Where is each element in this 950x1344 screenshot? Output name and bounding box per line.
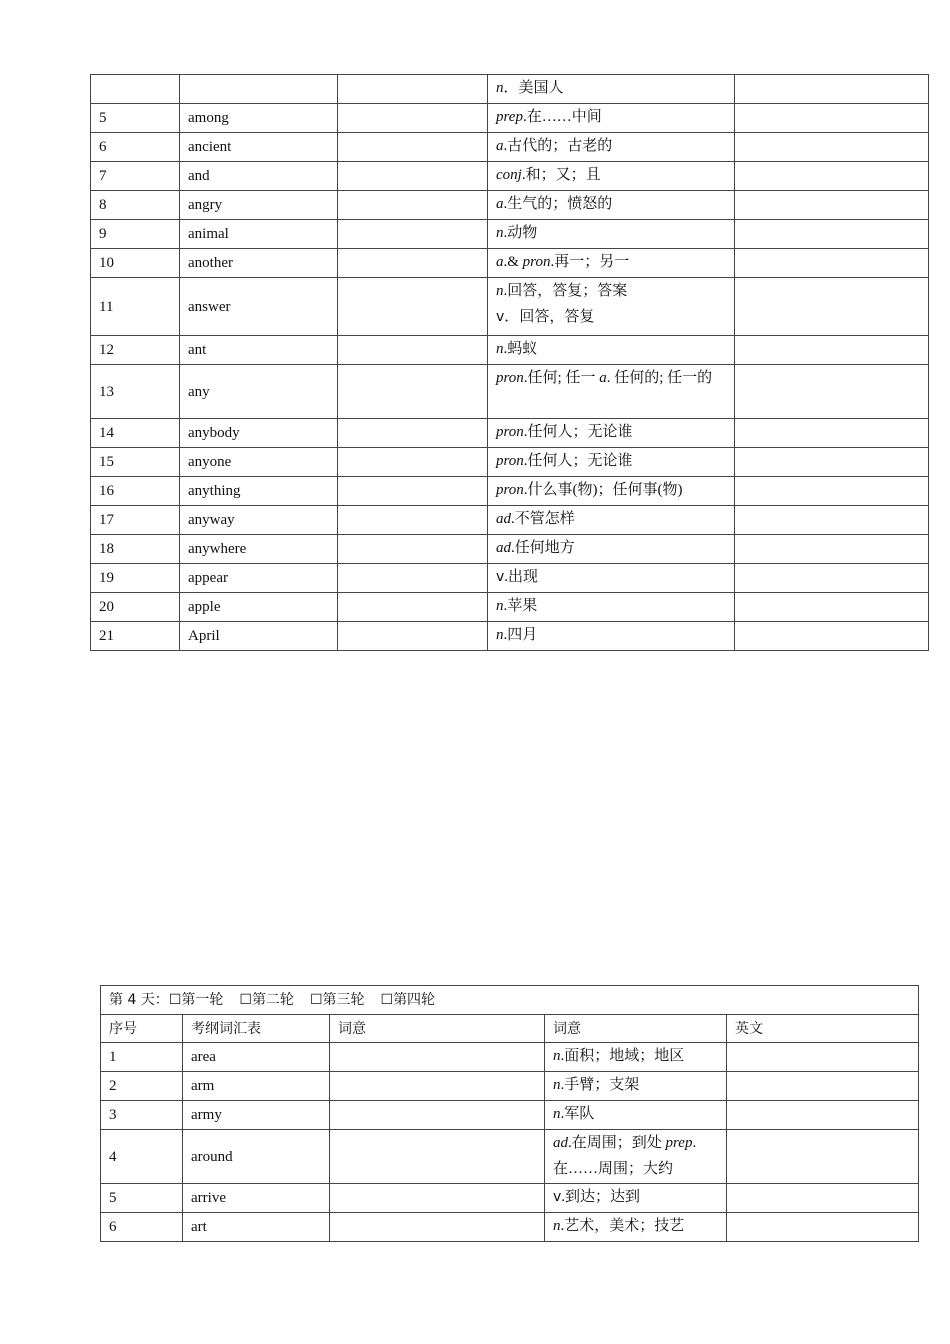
part-of-speech: v [496,309,505,325]
english-blank-cell[interactable] [735,477,929,506]
meaning-blank-cell[interactable] [338,564,488,593]
row-number: 20 [91,593,180,622]
meaning-cell [488,336,735,365]
english-blank-cell[interactable] [735,191,929,220]
table-row [91,593,929,622]
row-number: 17 [91,506,180,535]
table-row [91,365,929,419]
meaning-text: 什么事(物)；任何事(物) [527,482,683,498]
part-of-speech: v [553,1189,562,1205]
meaning-blank-cell[interactable] [330,1184,545,1213]
meaning-cell [488,220,735,249]
meaning-cell [488,249,735,278]
header-number: 序号 [101,1015,183,1043]
table-row [91,535,929,564]
vocab-word: angry [180,191,338,220]
english-blank-cell[interactable] [727,1101,919,1130]
meaning-cell [488,191,735,220]
english-blank-cell[interactable] [735,506,929,535]
table-row [91,220,929,249]
english-blank-cell[interactable] [735,365,929,419]
table-row [91,104,929,133]
meaning-blank-cell[interactable] [338,249,488,278]
row-number: 15 [91,448,180,477]
checkbox-icon[interactable]: ☐ [309,992,323,1008]
meaning-blank-cell[interactable] [338,622,488,651]
row-number: 13 [91,365,180,419]
meaning-text: 到达；达到 [565,1189,641,1205]
table-row [101,1213,919,1242]
part-of-speech: pron [522,254,551,270]
vocab-word: animal [180,220,338,249]
part-of-speech: pron [496,453,524,469]
part-of-speech: prep [496,109,523,125]
table-row [91,448,929,477]
table-row [101,1130,919,1184]
pos-separator: . [504,569,509,585]
meaning-cell [488,419,735,448]
row-number: 21 [91,622,180,651]
part-of-speech: n [496,80,504,96]
pos-separator: . [560,1218,565,1234]
meaning-cell [488,278,735,336]
meaning-blank-cell[interactable] [338,506,488,535]
meaning-cell [545,1130,727,1184]
meaning-blank-cell[interactable] [338,336,488,365]
meaning-cell [545,1213,727,1242]
english-blank-cell[interactable] [735,535,929,564]
row-number: 5 [91,104,180,133]
header-meaning-2: 词意 [545,1015,727,1043]
pos-separator: . [560,1048,565,1064]
pos-separator: . [521,167,526,183]
meaning-text: 美国人 [518,80,564,96]
meaning-text: 回答，答复；答案 [507,283,628,299]
part-of-speech: pron [496,482,524,498]
row-number: 18 [91,535,180,564]
english-blank-cell[interactable] [735,336,929,365]
part-of-speech: n [496,225,504,241]
vocab-word: among [180,104,338,133]
vocab-word: ancient [180,133,338,162]
meaning-text: 任何地方 [514,540,575,556]
vocab-table-1 [90,74,929,651]
checkbox-icon[interactable]: ☐ [168,992,182,1008]
meaning-blank-cell[interactable] [330,1130,545,1184]
vocab-word: apple [180,593,338,622]
part-of-speech: ad [496,540,511,556]
meaning-cell [488,365,735,419]
vocab-table-2 [100,985,919,1242]
table-row [91,133,929,162]
meaning-blank-cell[interactable] [330,1101,545,1130]
meaning-blank-cell[interactable] [338,104,488,133]
pos-separator: . [503,138,508,154]
table-row [91,191,929,220]
meaning-blank-cell[interactable] [338,365,488,419]
part-of-speech: n [553,1048,561,1064]
meaning-text: 艺术，美术；技艺 [564,1218,685,1234]
pos-separator: . [550,254,555,270]
day-label: 第 4 天： [109,992,169,1008]
meaning-blank-cell[interactable] [338,191,488,220]
table-row [91,75,929,104]
pos-separator: . [568,1135,572,1151]
meaning-text: 在……中间 [526,109,602,125]
round-label: 第三轮 [322,992,365,1008]
vocab-word: another [180,249,338,278]
vocab-word: ant [180,336,338,365]
meaning-cell [545,1184,727,1213]
part-of-speech: ad [496,511,511,527]
header-english: 英文 [727,1015,919,1043]
meaning-blank-cell[interactable] [338,75,488,104]
meaning-text: 任何人；无论谁 [527,453,633,469]
round-checkbox-3[interactable] [310,992,365,1008]
part-of-speech: n [496,341,504,357]
meaning-text: 和；又；且 [525,167,601,183]
meaning-text: 任何人；无论谁 [527,424,633,440]
row-number: 10 [91,249,180,278]
vocab-word: arrive [183,1184,330,1213]
meaning-blank-cell[interactable] [338,593,488,622]
vocab-word: appear [180,564,338,593]
meaning-cell [488,448,735,477]
round-checkbox-2[interactable] [239,992,294,1008]
english-blank-cell[interactable] [735,278,929,336]
part-of-speech: n [496,283,504,299]
vocab-word: answer [180,278,338,336]
english-blank-cell[interactable] [735,75,929,104]
meaning-text: 生气的；愤怒的 [507,196,613,212]
english-blank-cell[interactable] [727,1184,919,1213]
row-number: 3 [101,1101,183,1130]
vocab-word: anything [180,477,338,506]
table-row [91,564,929,593]
english-blank-cell[interactable] [735,448,929,477]
row-number: 1 [101,1043,183,1072]
meaning-blank-cell[interactable] [338,278,488,336]
meaning-text: 动物 [507,225,538,241]
pos-separator: . [511,540,515,556]
pos-separator: . [560,1106,565,1122]
english-blank-cell[interactable] [727,1213,919,1242]
table-row [101,1101,919,1130]
part-of-speech: ad [553,1135,568,1151]
vocab-word: anywhere [180,535,338,564]
header-word: 考纲词汇表 [183,1015,330,1043]
round-label: 第二轮 [251,992,294,1008]
meaning-cell [488,564,735,593]
meaning-text: 军队 [564,1106,595,1122]
meaning-text: 面积；地域；地区 [564,1048,685,1064]
meaning-cell [488,535,735,564]
meaning-blank-cell[interactable] [338,220,488,249]
vocab-word: April [180,622,338,651]
english-blank-cell[interactable] [735,104,929,133]
meaning-blank-cell[interactable] [338,419,488,448]
meaning-text: 任何的; 任一的 [614,370,713,386]
vocab-word: army [183,1101,330,1130]
vocab-word [180,75,338,104]
meaning-blank-cell[interactable] [338,162,488,191]
day-header [101,986,919,1015]
part-of-speech: n [553,1077,561,1093]
meaning-text: 在周围；到处 [571,1135,666,1151]
table-row [91,162,929,191]
meaning-blank-cell[interactable] [330,1072,545,1101]
pos-separator: . [511,511,515,527]
meaning-blank-cell[interactable] [338,477,488,506]
vocab-word: anyway [180,506,338,535]
pos-separator: ． [504,309,520,325]
meaning-text: 在……周围；大约 [553,1161,674,1177]
pos-separator: . [523,482,528,498]
part-of-speech: n [496,627,504,643]
meaning-text: 回答，答复 [519,309,595,325]
part-of-speech: a [496,138,504,154]
meaning-blank-cell[interactable] [338,535,488,564]
row-number: 9 [91,220,180,249]
pos-separator: . [606,370,615,386]
pos-separator: . [503,196,508,212]
meaning-cell [488,622,735,651]
pos-separator: . [503,283,508,299]
meaning-cell [488,593,735,622]
pos-separator: ． [503,80,519,96]
row-number: 12 [91,336,180,365]
pos-separator: . [561,1189,566,1205]
meaning-cell [488,162,735,191]
part-of-speech: a [496,196,504,212]
vocab-word: area [183,1043,330,1072]
meaning-cell [545,1072,727,1101]
part-of-speech: v [496,569,505,585]
part-of-speech: pron [496,424,524,440]
meaning-text: 出现 [508,569,539,585]
english-blank-cell[interactable] [735,249,929,278]
table-row [91,419,929,448]
meaning-cell [545,1043,727,1072]
vocab-word: around [183,1130,330,1184]
row-number: 4 [101,1130,183,1184]
meaning-cell [488,133,735,162]
meaning-blank-cell[interactable] [338,133,488,162]
row-number [91,75,180,104]
checkbox-icon[interactable]: ☐ [239,992,252,1008]
pos-separator: . [503,598,508,614]
vocab-word: any [180,365,338,419]
part-of-speech: n [496,598,504,614]
vocab-word: anybody [180,419,338,448]
english-blank-cell[interactable] [727,1072,919,1101]
pos-separator: . [522,109,527,125]
part-of-speech: a [496,254,504,270]
meaning-text: 四月 [507,627,538,643]
part-of-speech: n [553,1106,561,1122]
pos-separator: . [503,627,508,643]
row-number: 5 [101,1184,183,1213]
row-number: 8 [91,191,180,220]
table-row [91,506,929,535]
row-number: 19 [91,564,180,593]
row-number: 2 [101,1072,183,1101]
part-of-speech: pron [496,370,524,386]
meaning-text: 苹果 [507,598,538,614]
table-row [101,1184,919,1213]
english-blank-cell[interactable] [735,419,929,448]
row-number: 14 [91,419,180,448]
table-row [91,249,929,278]
meaning-text: 蚂蚁 [507,341,538,357]
row-number: 16 [91,477,180,506]
english-blank-cell[interactable] [735,564,929,593]
meaning-cell [488,104,735,133]
header-meaning: 词意 [330,1015,545,1043]
meaning-text: 不管怎样 [514,511,575,527]
table-row [101,1043,919,1072]
english-blank-cell[interactable] [735,593,929,622]
vocab-word: and [180,162,338,191]
checkbox-icon[interactable]: ☐ [380,992,394,1008]
pos-separator: . [560,1077,565,1093]
meaning-text: 任何; 任一 [527,370,600,386]
english-blank-cell[interactable] [735,622,929,651]
meaning-cell [488,477,735,506]
pos-separator: . [503,341,508,357]
round-checkbox-4[interactable] [381,992,436,1008]
table-row [91,336,929,365]
round-checkbox-1[interactable] [169,992,224,1008]
round-label: 第四轮 [393,992,436,1008]
english-blank-cell[interactable] [735,133,929,162]
row-number: 11 [91,278,180,336]
meaning-cell [488,75,735,104]
meaning-text: 手臂；支架 [564,1077,640,1093]
part-of-speech: conj [496,167,522,183]
meaning-cell [545,1101,727,1130]
english-blank-cell[interactable] [735,162,929,191]
column-header-row [101,1015,919,1043]
pos-separator: .& [503,254,523,270]
table-row [91,278,929,336]
vocab-word: art [183,1213,330,1242]
pos-separator: . [523,370,528,386]
meaning-blank-cell[interactable] [338,448,488,477]
pos-separator: . [523,453,528,469]
english-blank-cell[interactable] [735,220,929,249]
pos-separator: . [503,225,508,241]
pos-separator: . [523,424,528,440]
vocab-word: arm [183,1072,330,1101]
row-number: 7 [91,162,180,191]
meaning-blank-cell[interactable] [330,1043,545,1072]
row-number: 6 [101,1213,183,1242]
row-number: 6 [91,133,180,162]
english-blank-cell[interactable] [727,1130,919,1184]
table-row [101,1072,919,1101]
part-of-speech: a [599,370,607,386]
meaning-text: 再一；另一 [554,254,630,270]
meaning-cell [488,506,735,535]
pos-separator: . [692,1135,697,1151]
day-header-row [101,986,919,1015]
english-blank-cell[interactable] [727,1043,919,1072]
part-of-speech: n [553,1218,561,1234]
meaning-text: 古代的；古老的 [507,138,613,154]
meaning-blank-cell[interactable] [330,1213,545,1242]
round-label: 第一轮 [181,992,224,1008]
part-of-speech: prep [665,1135,693,1151]
table-row [91,477,929,506]
table-row [91,622,929,651]
vocab-word: anyone [180,448,338,477]
